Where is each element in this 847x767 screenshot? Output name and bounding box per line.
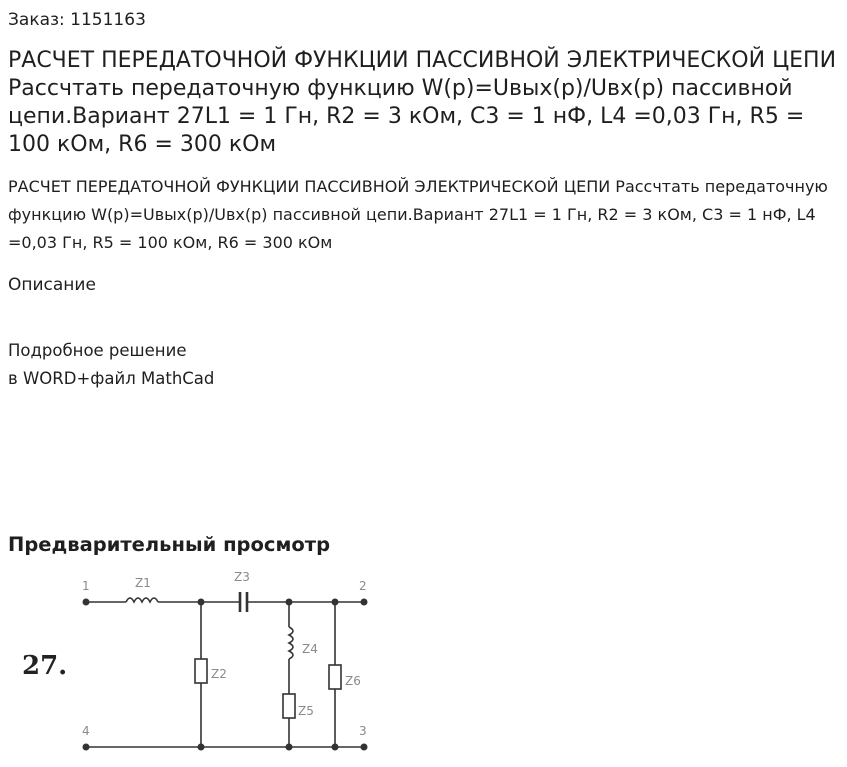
page-title: РАСЧЕТ ПЕРЕДАТОЧНОЙ ФУНКЦИИ ПАССИВНОЙ ЭЛЕКТРИЧЕСКОЙ ЦЕПИ Рассчтать передаточную функцию W(p)=Uвых(p)/Uвх(p) пассивной цепи.Вариант 27L1 = 1 Гн, R2 = 3 кОм, C3 = 1 нФ, L4 =0,03 Гн, R5 = 100 кОм, R6 = 300 кОм [8,48,837,157]
node-2-label: 2 [359,579,367,593]
z6-label: Z6 [345,674,361,688]
junction-dot [286,744,293,751]
order-number: Заказ: 1151163 [8,10,146,30]
node-3-label: 3 [359,724,367,738]
variant-number: 27. [22,651,68,681]
description-body [8,337,214,393]
circuit-diagram [0,565,400,767]
z1-label: Z1 [135,576,151,590]
z3-label: Z3 [234,570,250,584]
description-line-1: Подробное решение [8,341,187,360]
junction-dot [198,744,205,751]
description-heading: Описание [8,275,96,295]
preview-image [0,565,400,767]
preview-heading: Предварительный просмотр [8,533,331,556]
junction-dot [286,599,293,606]
z2-label: Z2 [211,667,227,681]
junction-dot [332,599,339,606]
node-1-label: 1 [82,579,90,593]
junction-dot [198,599,205,606]
node-1-dot [83,599,90,606]
description-line-2: в WORD+файл MathCad [8,369,215,388]
node-4-dot [83,744,90,751]
z5-label: Z5 [298,704,314,718]
node-2-dot [361,599,368,606]
z4-label: Z4 [302,642,318,656]
short-description: РАСЧЕТ ПЕРЕДАТОЧНОЙ ФУНКЦИИ ПАССИВНОЙ ЭЛЕКТРИЧЕСКОЙ ЦЕПИ Рассчтать передаточную функцию W(p)=Uвых(p)/Uвх(p) пассивной цепи.Вариант 27L1 = 1 Гн, R2 = 3 кОм, C3 = 1 нФ, L4 =0,03 Гн, R5 = 100 кОм, R6 = 300 кОм [8,177,828,252]
node-3-dot [361,744,368,751]
node-4-label: 4 [82,724,90,738]
junction-dot [332,744,339,751]
